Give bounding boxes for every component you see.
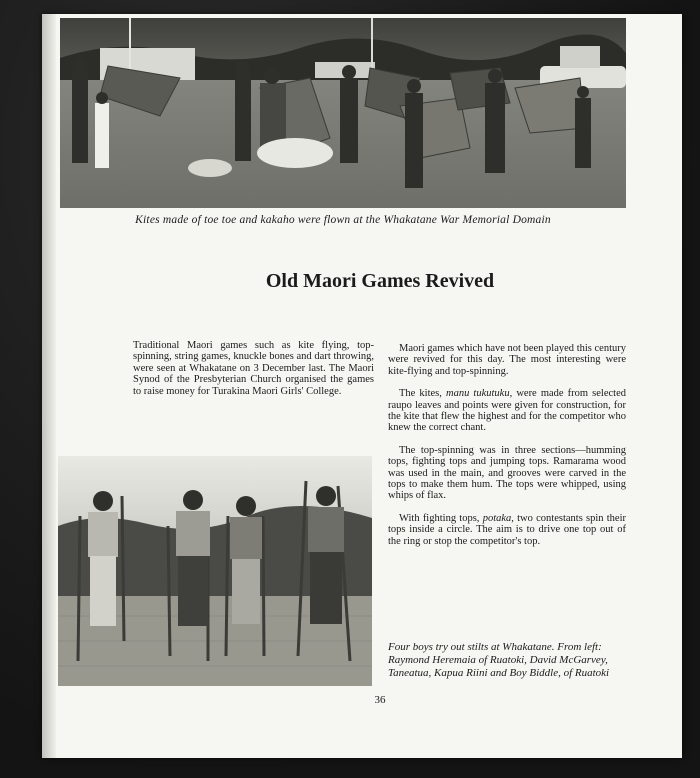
article-paragraph (388, 513, 626, 547)
maori-term: potaka (482, 512, 512, 524)
article-paragraph: Traditional Maori games such as kite flying, top-spinning, string games, knuckle bones and dart throwing, were seen at Whakatane on 3 December last. The Maori Synod of the Presbyterian Church organised the games to raise money for Turakina Maori Girls' College. (133, 340, 374, 397)
page-gutter-shadow (42, 14, 56, 758)
stilts-photo (58, 456, 372, 686)
text-run: , two contestants spin their tops inside a circle. The aim is to drive one top out of the ring or stop the competitor's top. (388, 512, 627, 547)
article-paragraph (388, 388, 626, 434)
top-photo-caption: Kites made of toe toe and kakaho were flown at the Whakatane War Memorial Domain (135, 214, 551, 226)
article-paragraph: Maori games which have not been played this century were revived for this day. The most interesting were kite-flying and top-spinning. (388, 343, 626, 377)
article-paragraph: The top-spinning was in three sections—humming tops, fighting tops and jumping tops. Ramarama wood was used in the main, and grooves were carved in the tops to make them hum. The tops were whipped, using whips of flax. (388, 444, 626, 502)
maori-term: manu tukutuku (446, 388, 510, 400)
text-run: With fighting tops, (399, 512, 483, 524)
article-headline: Old Maori Games Revived (265, 270, 495, 292)
bottom-photo-caption: Four boys try out stilts at Whakatane. From left: Raymond Heremaia of Ruatoki, David McGarvey, Taneatua, Kapua Riini and Boy Biddle, of Ruatoki (388, 641, 610, 679)
page-number: 36 (374, 694, 386, 706)
text-run: The kites, (399, 388, 446, 400)
article-column-right (388, 343, 626, 558)
text-run: , were made from selected raupo leaves and points were given for construction, for the kite that flew the highest and for the competitor who knew the correct chant. (388, 388, 626, 434)
kite-flying-photo (60, 18, 626, 208)
article-column-left (133, 340, 374, 408)
